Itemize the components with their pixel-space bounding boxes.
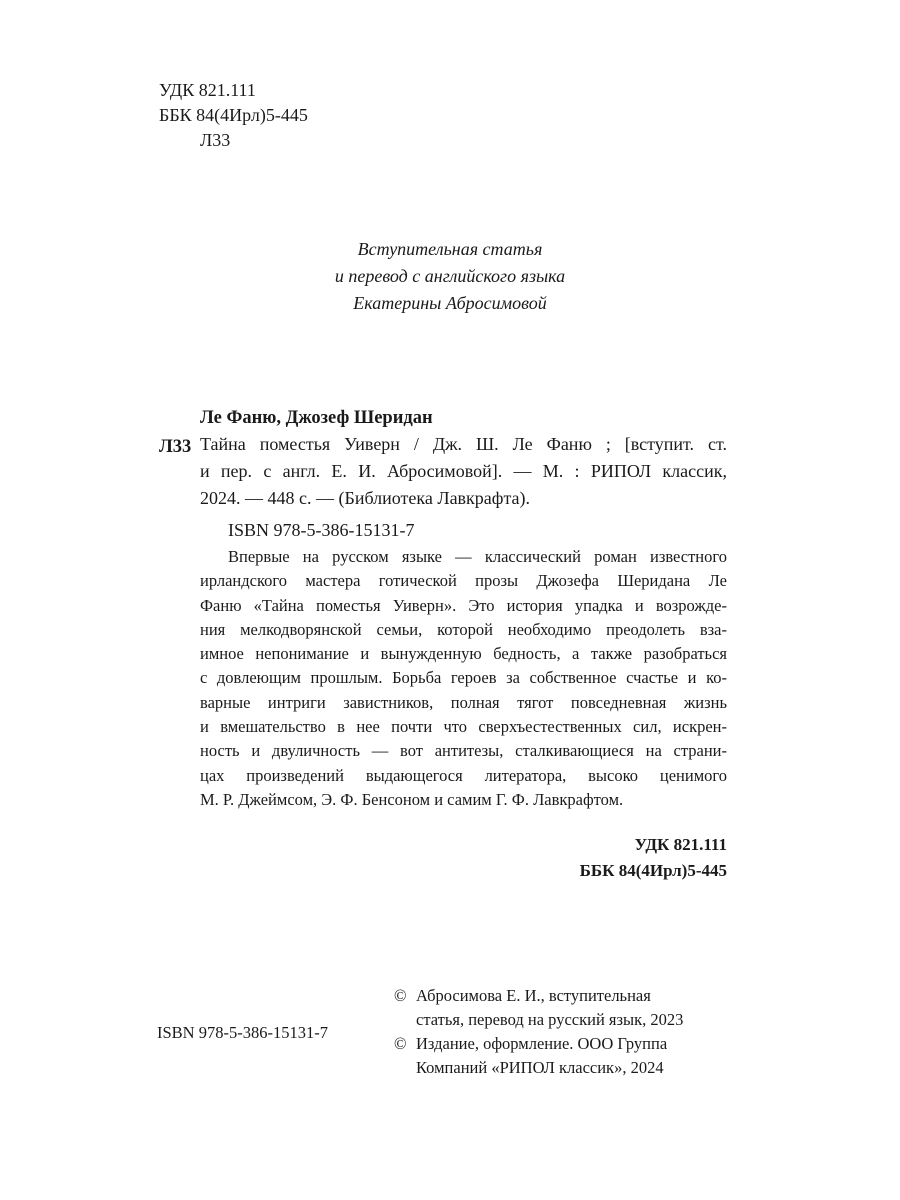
- annotation-line: М. Р. Джеймсом, Э. Ф. Бенсоном и самим Г. Ф. Лавкрафтом.: [200, 789, 624, 809]
- copyright-line: Абросимова Е. И., вступительная: [416, 986, 651, 1005]
- bib-line: Тайна поместья Уиверн / Дж. Ш. Ле Фаню ; [вступит. ст.: [200, 434, 727, 454]
- annotation-line: ирландского мастера готической прозы Джозефа Шеридана Ле: [200, 571, 727, 591]
- copyright-line: Издание, оформление. ООО Группа: [416, 1034, 668, 1053]
- bib-line: и пер. с англ. Е. И. Абросимовой]. — М. : РИПОЛ классик,: [200, 461, 727, 481]
- annotation-line: варные интриги завистников, полная тягот повседневная жизнь: [200, 692, 727, 712]
- udk-code-bottom: УДК 821.111: [634, 835, 727, 854]
- classification-codes-top: [159, 78, 308, 153]
- bib-line: 2024. — 448 с. — (Библиотека Лавкрафта).: [200, 488, 531, 508]
- annotation-paragraph: [200, 545, 727, 812]
- annotation-line: Впервые на русском языке — классический роман известного: [228, 547, 727, 566]
- copyright-entry: [394, 984, 734, 1032]
- author-mark: Л33: [200, 130, 231, 150]
- copyright-block: [394, 984, 734, 1080]
- annotation-line: ность и двуличность — вот антитезы, сталкивающиеся на страни-: [200, 741, 727, 761]
- annotation-line: и вмешательство в нее почти что сверхъестественных сил, искрен-: [200, 717, 727, 737]
- annotation-line: имное непонимание и вынужденную бедность, а также разобраться: [200, 644, 727, 664]
- isbn-footer: ISBN 978-5-386-15131-7: [157, 1023, 328, 1042]
- annotation-line: ния мелкодворянской семьи, которой необходимо преодолеть вза-: [200, 619, 727, 639]
- annotation-line: Фаню «Тайна поместья Уиверн». Это история упадка и возрожде-: [200, 595, 727, 615]
- bbk-code-bottom: ББК 84(4Ирл)5-445: [579, 861, 727, 880]
- annotation-line: с довлеющим прошлым. Борьба героев за собственное счастье и ко-: [200, 668, 727, 688]
- annotation-line: цах произведений выдающегося литератора, высоко ценимого: [200, 765, 727, 785]
- credit-line: Вступительная статья: [357, 239, 543, 259]
- copyright-line: статья, перевод на русский язык, 2023: [416, 1010, 684, 1029]
- copyright-symbol: ©: [394, 986, 407, 1005]
- copyright-line: Компаний «РИПОЛ классик», 2024: [416, 1058, 664, 1077]
- udk-code: УДК 821.111: [159, 80, 256, 100]
- author-name: Ле Фаню, Джозеф Шеридан: [200, 408, 433, 428]
- author-mark-bib: Л33: [159, 437, 192, 457]
- bbk-code: ББК 84(4Ирл)5-445: [159, 105, 308, 125]
- credit-line: Екатерины Абросимовой: [353, 293, 547, 313]
- isbn-bib: ISBN 978-5-386-15131-7: [228, 520, 415, 540]
- copyright-entry: [394, 1032, 734, 1080]
- credit-line: и перевод с английского языка: [334, 266, 566, 286]
- translator-credit: [250, 236, 650, 317]
- bibliographic-description: [200, 431, 727, 512]
- classification-codes-bottom: [527, 832, 727, 884]
- copyright-symbol: ©: [394, 1034, 407, 1053]
